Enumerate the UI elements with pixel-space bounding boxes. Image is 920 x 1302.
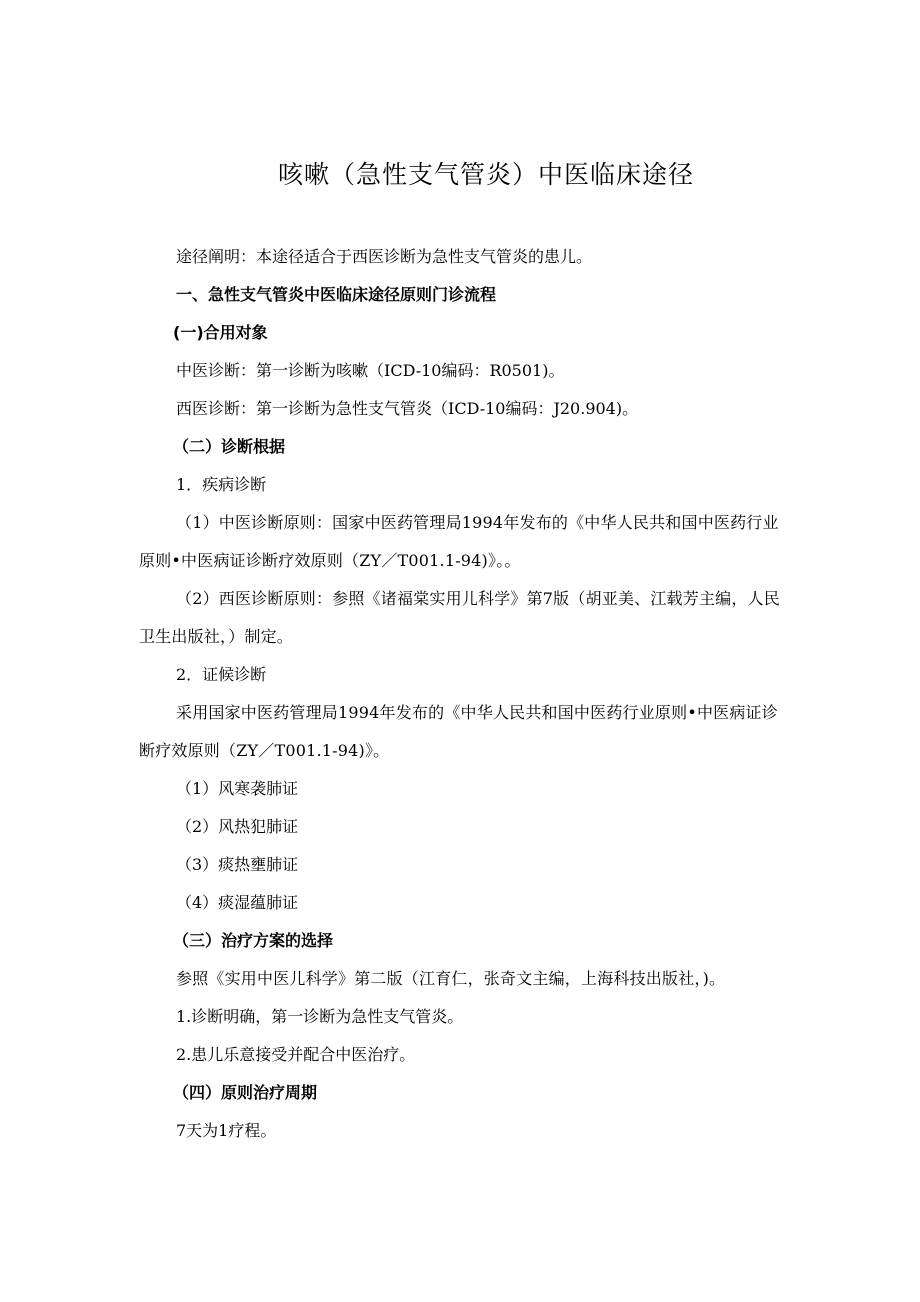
subsection-heading-applicable: (一)合用对象 bbox=[173, 323, 268, 342]
syndrome-item: （2）风热犯肺证 bbox=[176, 817, 299, 836]
subsection-heading-treatment-cycle: （四）原则治疗周期 bbox=[173, 1083, 318, 1102]
section-heading-1: 一、急性支气管炎中医临床途径原则门诊流程 bbox=[176, 285, 497, 304]
treatment-reference: 参照《实用中医儿科学》第二版（江育仁，张奇文主编，上海科技出版社，)。 bbox=[176, 969, 726, 988]
syndrome-item: （3）痰热壅肺证 bbox=[176, 855, 299, 874]
western-diagnosis: 西医诊断：第一诊断为急性支气管炎（ICD-10编码：J20.904)。 bbox=[176, 399, 639, 418]
syndrome-item: （4）痰湿蕴肺证 bbox=[176, 893, 299, 912]
treatment-cycle: 7天为1疗程。 bbox=[176, 1121, 277, 1140]
syndrome-item: （1）风寒袭肺证 bbox=[176, 779, 299, 798]
pathway-description: 途径阐明：本途径适合于西医诊断为急性支气管炎的患儿。 bbox=[176, 247, 593, 266]
syndrome-diagnosis-heading: 2．证候诊断 bbox=[176, 665, 267, 684]
document-title: 咳嗽（急性支气管炎）中医临床途径 bbox=[277, 160, 694, 189]
treatment-condition: 2.患儿乐意接受并配合中医治疗。 bbox=[176, 1045, 416, 1064]
disease-diagnosis-heading: 1．疾病诊断 bbox=[176, 475, 267, 494]
syndrome-diagnosis-standard: 采用国家中医药管理局1994年发布的《中华人民共和国中医药行业原则•中医病证诊断疗效原则（ZY／T001.1-94)》。 bbox=[139, 703, 778, 760]
subsection-heading-diagnosis-basis: （二）诊断根据 bbox=[173, 437, 286, 456]
tcm-diagnosis-standard: （1）中医诊断原则：国家中医药管理局1994年发布的《中华人民共和国中医药行业原则•中医病证诊断疗效原则（ZY／T001.1-94)》。。 bbox=[139, 513, 779, 570]
document-body bbox=[139, 238, 789, 1150]
tcm-diagnosis: 中医诊断：第一诊断为咳嗽（ICD-10编码：R0501)。 bbox=[176, 361, 565, 380]
subsection-heading-treatment-plan: （三）治疗方案的选择 bbox=[173, 931, 334, 950]
treatment-condition: 1.诊断明确，第一诊断为急性支气管炎。 bbox=[176, 1007, 464, 1026]
western-diagnosis-standard: （2）西医诊断原则：参照《诸福棠实用儿科学》第7版（胡亚美、江载芳主编，人民卫生出版社，）制定。 bbox=[139, 589, 780, 646]
